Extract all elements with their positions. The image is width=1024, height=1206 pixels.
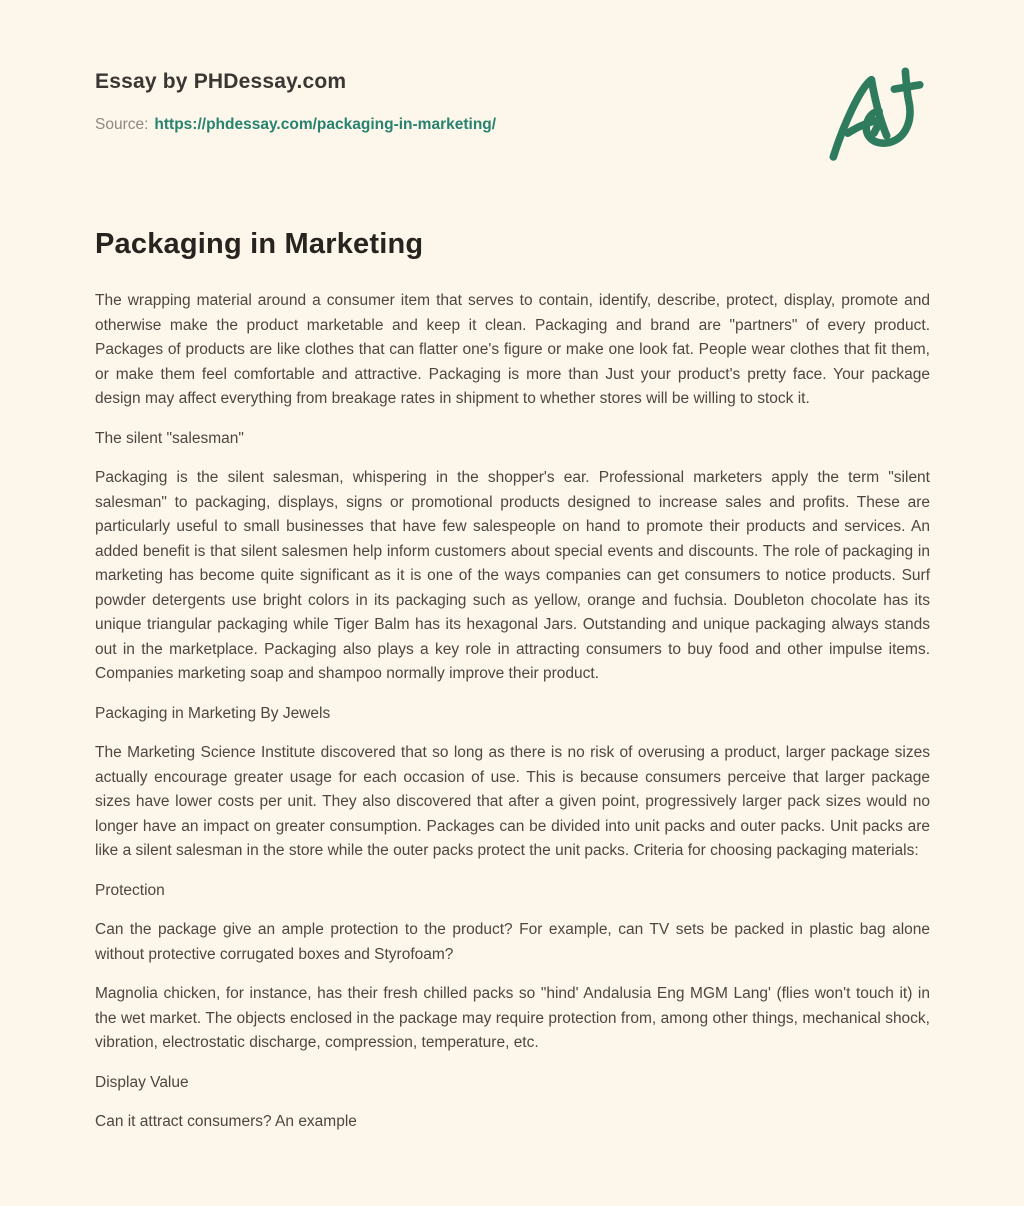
header-text-block	[95, 70, 496, 134]
paragraph-magnolia: Magnolia chicken, for instance, has their fresh chilled packs so "hind' Andalusia Eng MGM Lang' (flies won't touch it) in the wet market. The objects enclosed in the package may require protection from, among other things, mechanical shock, vibration, electrostatic discharge, compression, temperature, etc.	[95, 985, 930, 1051]
paragraph-intro: The wrapping material around a consumer item that serves to contain, identify, describe, protect, display, promote and otherwise make the product marketable and keep it clean. Packaging and brand are "partners" of every product. Packages of products are like clothes that can flatter one's figure or make one look fat. People wear clothes that fit them, or make them feel comfortable and attractive. Packaging is more than Just your product's pretty face. Your package design may affect everything from breakage rates in shipment to whether stores will be willing to stock it.	[95, 292, 930, 407]
heading-protection: Protection	[95, 881, 165, 899]
heading-display-value: Display Value	[95, 1073, 189, 1091]
article-title: Packaging in Marketing	[95, 228, 424, 260]
paragraph-protection: Can the package give an ample protection to the product? For example, can TV sets be packed in plastic bag alone without protective corrugated boxes and Styrofoam?	[95, 921, 930, 963]
source-label: Source:	[95, 116, 149, 133]
paragraph-marketing-science: The Marketing Science Institute discovered that so long as there is no risk of overusing a product, larger package sizes actually encourage greater usage for each occasion of use. This is because consumers perceive that larger package sizes have lower costs per unit. They also discovered that after a given point, progressively larger pack sizes would no longer have an impact on greater consumption. Packages can be divided into unit packs and outer packs. Unit packs are like a silent salesman in the store while the outer packs protect the unit packs. Criteria for choosing packaging materials:	[95, 744, 930, 859]
source-line	[95, 116, 496, 134]
a-plus-logo-icon	[820, 62, 928, 162]
essay-article	[95, 228, 930, 1135]
paragraph-attract-consumers: Can it attract consumers? An example	[95, 1113, 357, 1130]
paragraph-silent-salesman: Packaging is the silent salesman, whispering in the shopper's ear. Professional marketers apply the term "silent salesman" to packaging, displays, signs or promotional products designed to increase sales and profits. These are particularly useful to small businesses that have few salespeople on hand to promote their products and services. An added benefit is that silent salesmen help inform customers about special events and discounts. The role of packaging in marketing has become quite significant as it is one of the ways companies can get consumers to notice products. Surf powder detergents use bright colors in its packaging such as yellow, orange and fuchsia. Doubleton chocolate has its unique triangular packaging while Tiger Balm has its hexagonal Jars. Outstanding and unique packaging always stands out in the marketplace. Packaging also plays a key role in attracting consumers to buy food and other impulse items. Companies marketing soap and shampoo normally improve their product.	[95, 469, 930, 682]
heading-by-jewels: Packaging in Marketing By Jewels	[95, 704, 331, 722]
site-title: Essay by PHDessay.com	[95, 70, 347, 93]
heading-silent-salesman: The silent "salesman"	[95, 429, 244, 447]
page-header	[95, 70, 930, 162]
source-link[interactable]: https://phdessay.com/packaging-in-marketing/	[154, 116, 497, 133]
